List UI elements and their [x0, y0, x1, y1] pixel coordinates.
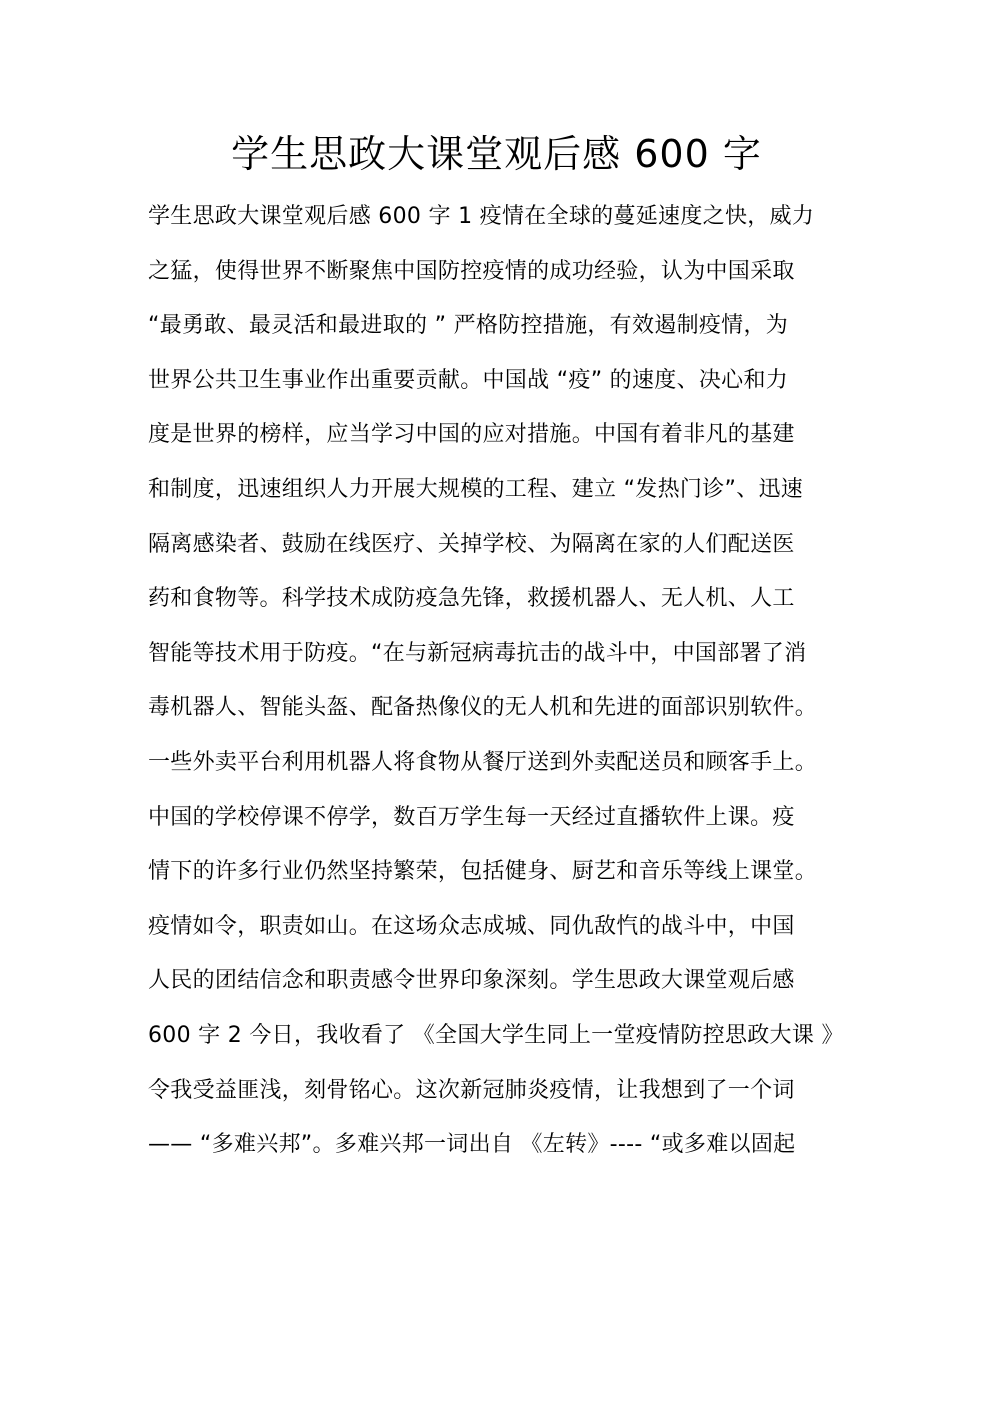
- body-line: 学生思政大课堂观后感 600 字 1 疫情在全球的蔓延速度之快，威力: [148, 204, 815, 229]
- document-title: 学生思政大课堂观后感 600 字: [231, 132, 762, 176]
- body-line: 中国的学校停课不停学，数百万学生每一天经过直播软件上课。疫: [148, 804, 795, 830]
- body-line: 之猛，使得世界不断聚焦中国防控疫情的成功经验，认为中国采取: [148, 258, 795, 284]
- body-line: 世界公共卫生事业作出重要贡献。中国战 “疫” 的速度、决心和力: [148, 367, 789, 393]
- body-line: 600 字 2 今日，我收看了 《全国大学生同上一堂疫情防控思政大课 》: [148, 1022, 844, 1048]
- body-line: 度是世界的榜样，应当学习中国的应对措施。中国有着非凡的基建: [148, 422, 795, 448]
- body-line: 隔离感染者、鼓励在线医疗、关掉学校、为隔离在家的人们配送医: [148, 531, 795, 557]
- body-line: 令我受益匪浅，刻骨铭心。这次新冠肺炎疫情，让我想到了一个词: [148, 1077, 795, 1103]
- body-line: 人民的团结信念和职责感令世界印象深刻。学生思政大课堂观后感: [148, 968, 795, 994]
- body-line: 智能等技术用于防疫。“在与新冠病毒抗击的战斗中，中国部署了消: [148, 640, 807, 666]
- body-line: “最勇敢、最灵活和最进取的 ” 严格防控措施，有效遏制疫情，为: [148, 313, 789, 339]
- body-line: 一些外卖平台利用机器人将食物从餐厅送到外卖配送员和顾客手上。: [148, 749, 818, 775]
- body-line: 药和食物等。科学技术成防疫急先锋，救援机器人、无人机、人工: [148, 586, 795, 612]
- body-line: 和制度，迅速组织人力开展大规模的工程、建立 “发热门诊”、迅速: [148, 476, 804, 502]
- body-line: 情下的许多行业仍然坚持繁荣，包括健身、厨艺和音乐等线上课堂。: [148, 859, 818, 885]
- body-line: 疫情如令，职责如山。在这场众志成城、同仇敌忾的战斗中，中国: [148, 913, 795, 939]
- body-line: 毒机器人、智能头盔、配备热像仪的无人机和先进的面部识别软件。: [148, 695, 818, 721]
- document-body: [148, 190, 848, 1173]
- body-line: —— “多难兴邦”。多难兴邦一词出自 《左转》---- “或多难以固起: [148, 1132, 796, 1158]
